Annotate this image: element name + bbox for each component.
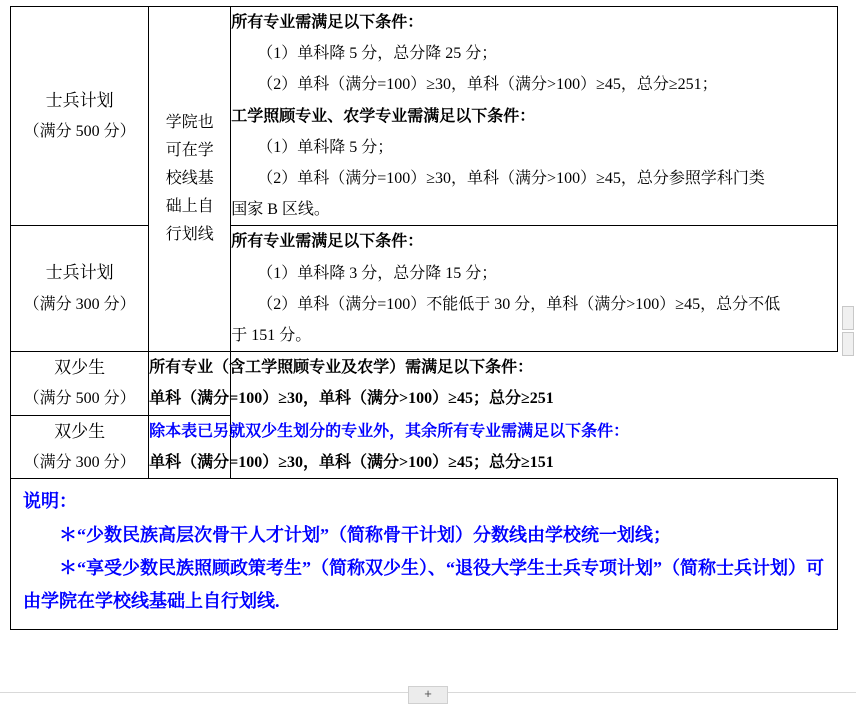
note-column-cell [149,7,231,352]
table-row [11,226,838,352]
plan-score: （满分 300 分） [23,454,136,472]
note-line: 可在学 [165,142,214,160]
plan-cell-soldier-500 [11,7,149,226]
conditions-cell-minority-300 [149,415,630,479]
note-line: 校线基 [165,170,214,188]
plan-name: 士兵计划 [45,90,114,110]
condition-line: （2）单科（满分=100）≥30，单科（满分>100）≥45，总分参照学科门类 [257,169,765,187]
plan-score: （满分 500 分） [23,390,136,408]
condition-line: （1）单科降 5 分，总分降 25 分； [257,45,498,63]
notes-title: 说明： [23,491,77,512]
plan-cell-soldier-300 [11,226,149,352]
notes-paragraph: ＊“少数民族高层次骨干人才计划”（简称骨干计划）分数线由学校统一划线； [59,524,671,545]
plan-name: 双少生 [54,358,106,378]
score-line-table [10,6,838,479]
conditions-cell-soldier-300 [231,226,838,352]
condition-line: 单科（满分=100）≥30，单科（满分>100）≥45；总分≥251 [149,390,554,408]
condition-line: 工学照顾专业、农学专业需满足以下条件： [231,107,536,125]
conditions-cell-minority-500 [149,352,554,416]
plan-score: （满分 300 分） [23,295,136,313]
conditions-cell-soldier-500 [231,7,838,226]
condition-line: 国家 B 区线。 [231,201,330,219]
notes-box [10,478,838,629]
note-line: 学院也 [165,114,214,132]
plan-cell-minority-500 [11,352,149,416]
condition-line: 所有专业（含工学照顾专业及农学）需满足以下条件： [149,359,534,377]
table-row [11,415,838,479]
table-row [11,7,838,226]
condition-line: （2）单科（满分=100）≥30，单科（满分>100）≥45，总分≥251； [257,76,718,94]
scroll-marker-upper[interactable] [842,306,854,330]
condition-line: （2）单科（满分=100）不能低于 30 分，单科（满分>100）≥45，总分不低 [257,295,781,313]
add-page-button[interactable]: + [408,686,448,704]
plan-cell-minority-300 [11,415,149,479]
condition-line: 所有专业需满足以下条件： [231,233,424,251]
condition-line: （1）单科降 5 分； [257,138,394,156]
plan-name: 双少生 [54,421,106,441]
condition-line: 于 151 分。 [231,326,312,344]
condition-line: （1）单科降 3 分，总分降 15 分； [257,264,498,282]
note-line: 础上自 [165,198,214,216]
plan-name: 士兵计划 [45,263,114,283]
document-page [0,6,856,702]
scroll-marker-lower[interactable] [842,332,854,356]
notes-paragraph: ＊“享受少数民族照顾政策考生”（简称双少生）、“退役大学生士兵专项计划”（简称士兵计划）可由学院在学校线基础上自行划线. [23,558,824,612]
plan-score: （满分 500 分） [23,123,136,141]
note-line: 行划线 [165,226,214,244]
table-row [11,352,838,416]
condition-line: 除本表已另就双少生划分的专业外，其余所有专业需满足以下条件： [149,422,630,440]
condition-line: 所有专业需满足以下条件： [231,14,424,31]
condition-line: 单科（满分=100）≥30，单科（满分>100）≥45；总分≥151 [149,454,554,472]
